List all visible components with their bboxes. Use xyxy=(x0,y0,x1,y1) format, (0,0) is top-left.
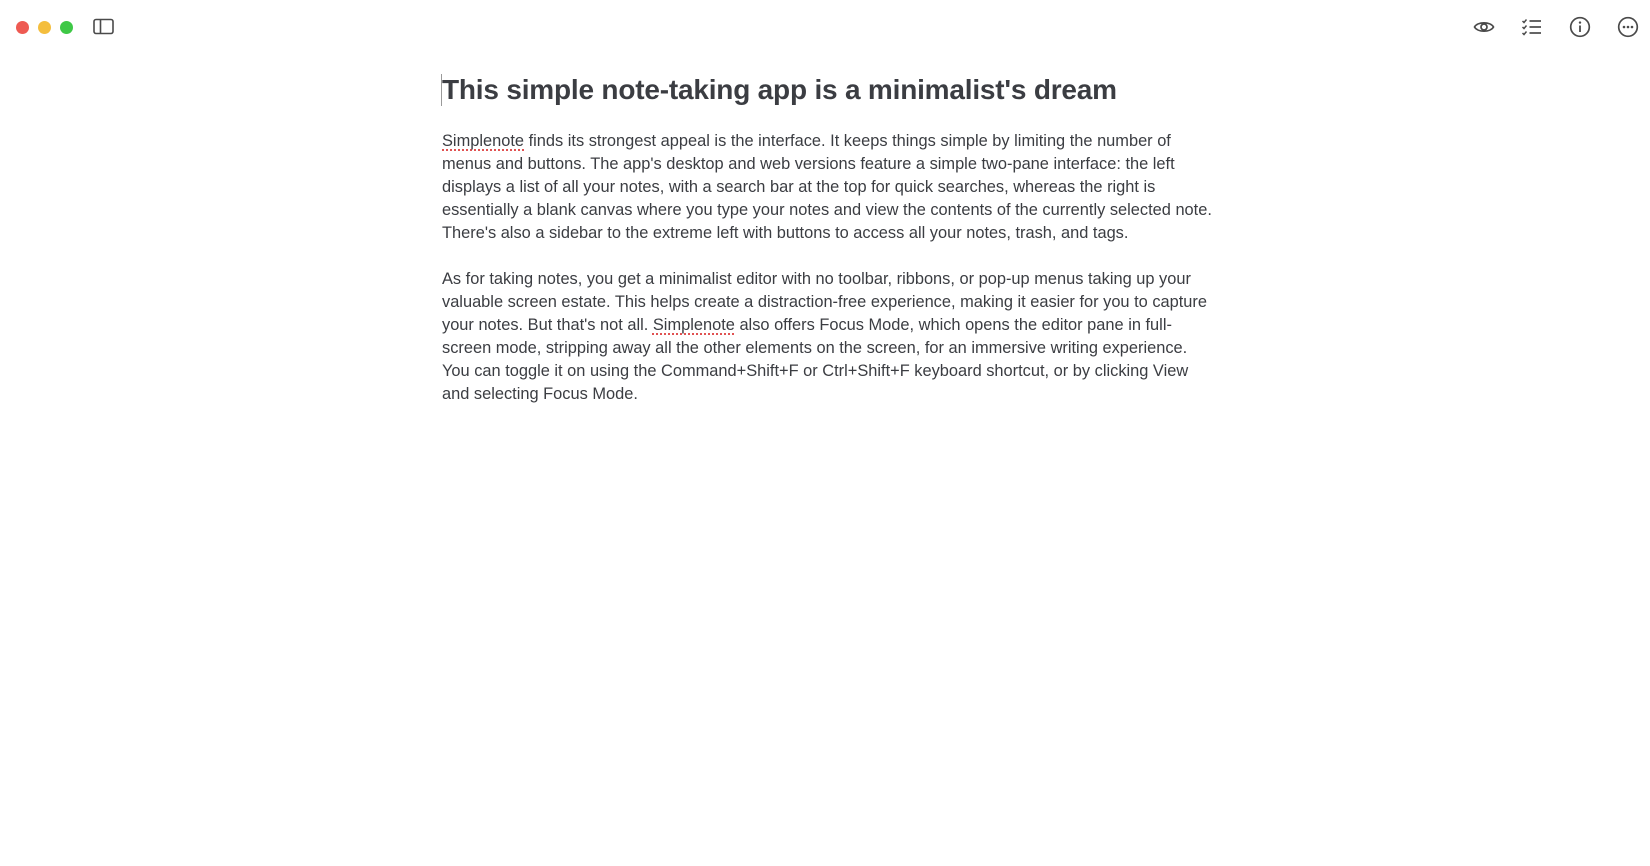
info-button[interactable] xyxy=(1568,15,1592,39)
info-icon xyxy=(1569,16,1591,38)
title-bar xyxy=(0,0,1650,54)
ellipsis-icon xyxy=(1617,16,1639,38)
paragraph-text: As for taking notes, you get a minimalist editor with no toolbar, ribbons, or pop-up menus taking up your valuable screen estate. This helps create a distraction-free experience, making it easier for you to capture your notes. But that's not all. xyxy=(442,270,1207,334)
note-paragraph-2 xyxy=(442,268,1212,406)
note-paragraph-1 xyxy=(442,130,1212,245)
sidebar-toggle-icon xyxy=(93,18,115,36)
checklist-icon xyxy=(1521,18,1543,36)
editor-toolbar xyxy=(1472,15,1640,39)
misspelled-word[interactable]: Simplenote xyxy=(652,316,735,334)
note-title: This simple note-taking app is a minimalist's dream xyxy=(442,74,1117,105)
text-cursor xyxy=(441,74,442,106)
note-editor[interactable] xyxy=(442,66,1212,406)
misspelled-word[interactable]: Simplenote xyxy=(442,132,525,150)
checklist-button[interactable] xyxy=(1520,15,1544,39)
eye-icon xyxy=(1473,19,1495,35)
sidebar-toggle-button[interactable] xyxy=(93,18,115,36)
minimize-window-button[interactable] xyxy=(38,21,51,34)
preview-button[interactable] xyxy=(1472,15,1496,39)
maximize-window-button[interactable] xyxy=(60,21,73,34)
close-window-button[interactable] xyxy=(16,21,29,34)
paragraph-text: finds its strongest appeal is the interface. It keeps things simple by limiting the number of menus and buttons. The app's desktop and web versions feature a simple two-pane interface: the left displays a list of all your notes, with a search bar at the top for quick searches, whereas the right is essentially a blank canvas where you type your notes and view the contents of the currently selected note. There's also a sidebar to the extreme left with buttons to access all your notes, trash, and tags. xyxy=(442,132,1212,242)
paragraph-text: also offers Focus Mode, which opens the editor pane in full-screen mode, stripping away all the other elements on the screen, for an immersive writing experience. You can toggle it on using the Command+Shift+F or Ctrl+Shift+F keyboard shortcut, or by clicking View and selecting Focus Mode. xyxy=(442,316,1189,403)
window-controls xyxy=(16,21,73,34)
more-options-button[interactable] xyxy=(1616,15,1640,39)
